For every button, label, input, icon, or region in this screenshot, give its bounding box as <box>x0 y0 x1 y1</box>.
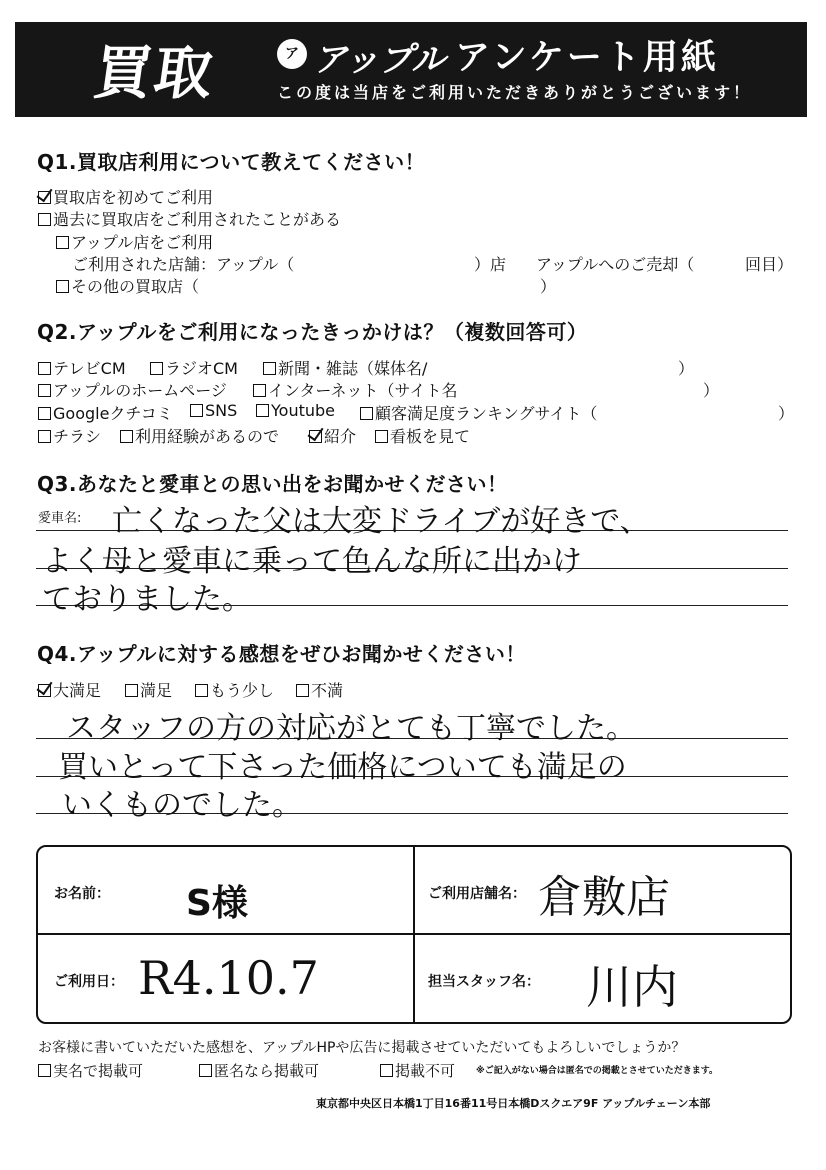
checkbox-icon[interactable] <box>256 404 269 417</box>
checkbox-icon[interactable] <box>38 407 51 420</box>
q4-title: Q4.アップルに対する感想をぜひお聞かせください！ <box>37 642 526 666</box>
checkbox-icon[interactable] <box>56 236 69 249</box>
customer-info-box <box>36 845 792 1024</box>
company-address: 東京都中央区日本橋1丁目16番11号日本橋Dスクエア9F アップルチェーン本部 <box>316 1097 711 1110</box>
checkbox-icon[interactable] <box>263 362 276 375</box>
q2-option-google-reviews[interactable]: Googleクチコミ <box>38 401 173 424</box>
checkbox-icon[interactable] <box>360 407 373 420</box>
q2-option-radio[interactable]: ラジオCM <box>150 356 238 379</box>
checkbox-icon[interactable] <box>56 280 69 293</box>
survey-title: アンケート用紙 <box>455 38 719 78</box>
car-name-label: 愛車名: <box>38 511 82 526</box>
checkbox-icon[interactable] <box>296 684 309 697</box>
q2-option-sns[interactable]: SNS <box>190 401 237 420</box>
q4-option-very-satisfied[interactable]: 大満足 <box>38 678 101 701</box>
checkbox-icon[interactable] <box>125 684 138 697</box>
q1-option-other[interactable]: その他の買取店（ <box>56 274 199 297</box>
checkbox-icon[interactable] <box>199 1064 212 1077</box>
publish-real-name-option[interactable]: 実名で掲載可 <box>38 1060 143 1081</box>
q3-answer-line-3: ておりました。 <box>42 582 252 617</box>
checkbox-icon[interactable] <box>150 362 163 375</box>
q2-option-flyer[interactable]: チラシ <box>38 424 101 447</box>
checkbox-icon[interactable] <box>38 362 51 375</box>
q2-title: Q2.アップルをご利用になったきっかけは？（複数回答可） <box>37 320 588 344</box>
store-name-value: 倉敷店 <box>538 872 670 923</box>
q2-option-signboard[interactable]: 看板を見て <box>375 424 470 447</box>
checkbox-checked-icon[interactable] <box>309 430 322 443</box>
q1-option-apple-store[interactable]: アップル店をご利用 <box>56 230 213 253</box>
q1-store-prefix: ご利用された店舗：アップル（ <box>72 255 295 274</box>
checkbox-icon[interactable] <box>195 684 208 697</box>
q4-answer-line-2: 買いとって下さった価格についても満足の <box>58 750 627 785</box>
name-label: お名前： <box>54 886 110 902</box>
kaitori-title: 買取 <box>89 39 220 107</box>
staff-name-value: 川内 <box>586 960 678 1014</box>
q4-option-dissatisfied[interactable]: 不満 <box>296 678 343 701</box>
q2-option-experience[interactable]: 利用経験があるので <box>120 424 279 447</box>
staff-name-label: 担当スタッフ名： <box>428 974 540 990</box>
q1-option-first-time[interactable]: 買取店を初めてご利用 <box>38 185 213 208</box>
usage-date-label: ご利用日： <box>54 974 124 990</box>
publish-note: ※ご記入がない場合は匿名での掲載とさせていただきます。 <box>476 1066 719 1076</box>
q4-answer-line-3: いくものでした。 <box>62 788 302 823</box>
q1-sold-suffix: 回目） <box>745 255 794 274</box>
q3-answer-line-2: よく母と愛車に乗って色んな所に出かけ <box>42 544 582 579</box>
q1-title: Q1.買取店利用について教えてください！ <box>37 150 426 174</box>
publish-anonymous-option[interactable]: 匿名なら掲載可 <box>199 1060 319 1081</box>
checkbox-icon[interactable] <box>380 1064 393 1077</box>
checkbox-checked-icon[interactable] <box>38 684 51 697</box>
apple-logo-icon: ア <box>277 39 307 69</box>
q2-option-internet[interactable]: インターネット（サイト名 <box>253 378 457 401</box>
q3-answer-line-1: 亡くなった父は大変ドライブが好きで、 <box>112 504 650 539</box>
header-banner <box>15 22 807 117</box>
q2-row2-close: ） <box>703 381 720 400</box>
checkbox-icon[interactable] <box>38 213 51 226</box>
checkbox-checked-icon[interactable] <box>38 191 51 204</box>
q2-option-ranking-site[interactable]: 顧客満足度ランキングサイト（ <box>360 401 597 424</box>
q2-option-newspaper[interactable]: 新聞・雑誌（媒体名/ <box>263 356 427 379</box>
q2-option-tv[interactable]: テレビCM <box>38 356 126 379</box>
q1-store-suffix: ）店 <box>474 255 507 274</box>
q2-option-referral[interactable]: 紹介 <box>309 424 356 447</box>
q4-option-somewhat[interactable]: もう少し <box>195 678 274 701</box>
q4-option-satisfied[interactable]: 満足 <box>125 678 172 701</box>
publish-not-allowed-option[interactable]: 掲載不可 <box>380 1060 455 1081</box>
q1-option-used-before[interactable]: 過去に買取店をご利用されたことがある <box>38 207 341 230</box>
q4-answer-line-1: スタッフの方の対応がとても丁寧でした。 <box>66 711 636 746</box>
checkbox-icon[interactable] <box>190 404 203 417</box>
name-value: S様 <box>186 883 248 924</box>
checkbox-icon[interactable] <box>120 430 133 443</box>
usage-date-value: R4.10.7 <box>138 951 319 1005</box>
q1-other-suffix: ） <box>540 277 557 296</box>
q2-option-homepage[interactable]: アップルのホームページ <box>38 378 227 401</box>
brand-logo-text: アップル <box>313 40 446 80</box>
q1-sold-prefix: アップルへのご売却（ <box>536 255 695 274</box>
thank-you-subtitle: この度は当店をご利用いただきありがとうございます！ <box>277 83 753 102</box>
publish-permission-question: お客様に書いていただいた感想を、アップルHPや広告に掲載させていただいてもよろしいでしょうか？ <box>38 1040 686 1056</box>
checkbox-icon[interactable] <box>38 430 51 443</box>
q2-row1-close: ） <box>678 359 695 378</box>
q3-title: Q3.あなたと愛車との思い出をお聞かせください！ <box>37 472 508 496</box>
checkbox-icon[interactable] <box>375 430 388 443</box>
store-name-label: ご利用店舗名： <box>428 886 526 902</box>
box-divider <box>38 933 790 935</box>
checkbox-icon[interactable] <box>38 384 51 397</box>
q2-row3-close: ） <box>778 404 795 423</box>
checkbox-icon[interactable] <box>253 384 266 397</box>
checkbox-icon[interactable] <box>38 1064 51 1077</box>
q2-option-youtube[interactable]: Youtube <box>256 401 335 420</box>
